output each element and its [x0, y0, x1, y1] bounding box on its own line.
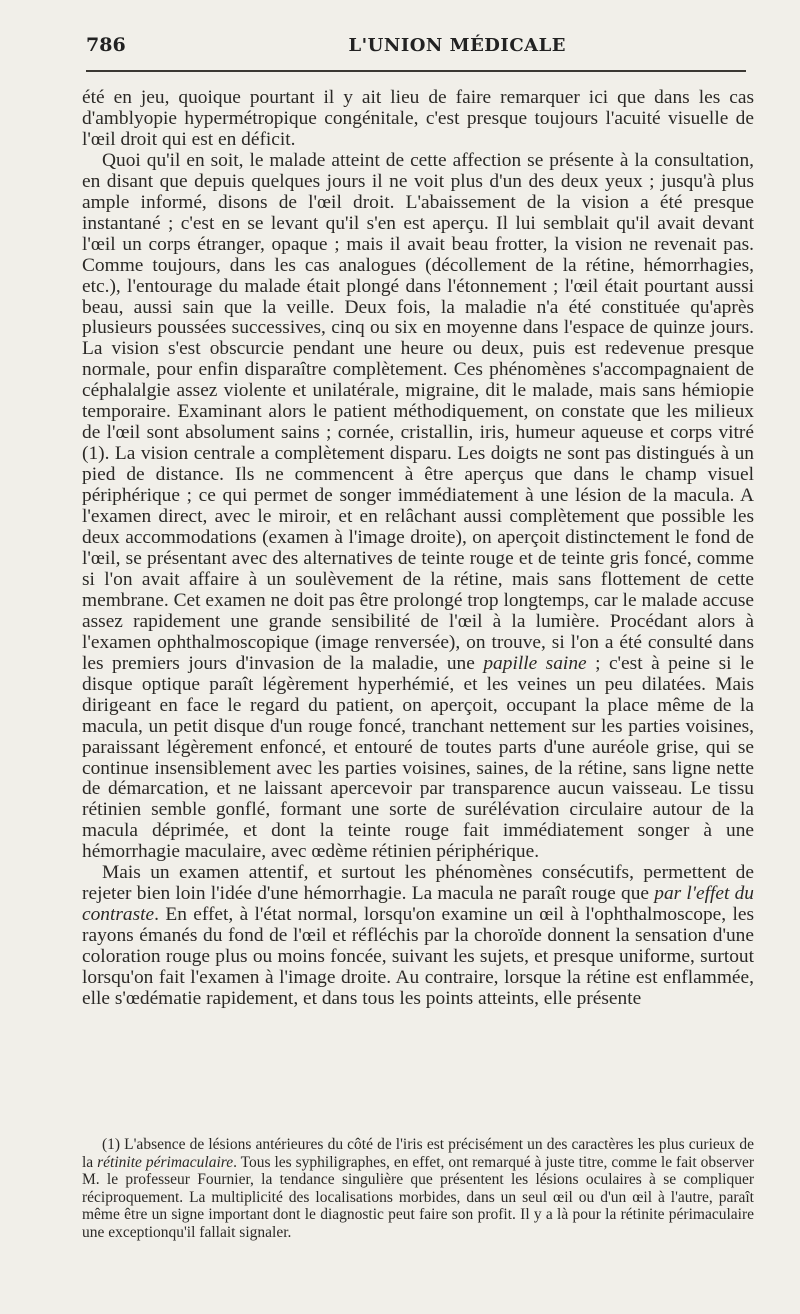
- italic-retinite: rétinite périmaculaire: [97, 1153, 234, 1171]
- footnote-rule: [200, 1124, 520, 1125]
- paragraph-2: Quoi qu'il en soit, le malade atteint de cette affection se présente à la consultation, en disant que depuis quelques jours il ne voit plus d'un des deux yeux ; jusqu'à plus ample informé, disons de l'œil droit. L'abaissement de la vision a été presque instantané ; c'est en se levant qu'il s'en est aperçu. Il lui semblait qu'il avait devant l'œil un corps étranger, opaque ; mais il avait beau frotter, la vision ne revenait pas. Comme toujours, dans les cas analogues (décollement de la rétine, hémorrhagies, etc.), l'entourage du malade était plongé dans l'étonnement ; l'œil était pourtant aussi beau, aussi sain que la veille. Deux fois, la maladie n'a été constituée qu'après plusieurs poussées successives, cinq ou six en moyenne dans l'espace de quinze jours. La vision s'est obscurcie pendant une heure ou deux, puis est redevenue presque normale, pour enfin disparaître complètement. Ces phénomènes s'accompagnaient de céphalalgie assez violente et unilatérale, migraine, dit le malade, mais sans hémiopie temporaire. Examinant alors le patient méthodiquement, on constate que les milieux de l'œil sont absolument sains ; cornée, cristallin, iris, humeur aqueuse et corps vitré (1). La vision centrale a complètement disparu. Les doigts ne sont pas distingués à un pied de distance. Ils ne commencent à être aperçus que dans le champ visuel périphérique ; ce qui permet de songer immédiatement à une lésion de la macula. A l'examen direct, avec le miroir, et en relâchant aussi complètement que possible les deux accommodations (examen à l'image droite), on aperçoit distinctement le fond de l'œil, se présentant avec des alternatives de teinte rouge et de teinte gris foncé, comme si l'on avait affaire à un soulèvement de la rétine, mais sans flottement de cette membrane. Cet examen ne doit pas être prolongé trop longtemps, car le malade accuse assez rapidement une grande sensibilité de l'œil à la lumière. Procédant alors à l'examen ophthalmoscopique (image renversée), on trouve, si l'on a été consulté dans les premiers jours d'invasion de la maladie, une papille saine ; c'est à peine si le disque optique paraît légèrement hyperhémié, et les veines un peu dilatées. Mais dirigeant en face le regard du patient, on aperçoit, occupant la place même de la macula, un petit disque d'un rouge foncé, tranchant nettement sur les parties voisines, paraissant légèrement enfoncé, et entouré de toutes parts d'une auréole grise, qui se continue insensiblement avec les parties voisines, saines, de la rétine, sans ligne nette de démarcation, et ne laissant apercevoir par transparence aucun vaisseau. Le tissu rétinien semble gonflé, formant une sorte de surélévation circulaire autour de la macula déprimée, et dont la teinte rouge fait immédiatement songer à une hémorrhagie maculaire, avec œdème rétinien périphérique.: [82, 149, 755, 863]
- paragraph-1: été en jeu, quoique pourtant il y ait lieu de faire remarquer ici que dans les cas d'amblyopie hypermétropique congénitale, c'est presque toujours l'acuité visuelle de l'œil droit qui est en déficit.: [82, 87, 754, 150]
- header-rule: [86, 70, 746, 72]
- running-title: L'UNION MÉDICALE: [348, 34, 566, 56]
- page-number: 786: [86, 34, 126, 56]
- page-header: [86, 30, 726, 60]
- italic-papille-saine: papille saine: [483, 652, 587, 674]
- italic-contraste: par l'effet du contraste: [82, 883, 754, 926]
- footnote-paragraph: (1) L'absence de lésions antérieures du côté de l'iris est précisément un des caractères les plus curieux de la rétinite périmaculaire. Tous les syphiligraphes, en effet, ont remarqué à juste titre, comme le fait observer M. le professeur Fournier, la tendance singulière que présentent les lésions oculaires à se compliquer réciproquement. La multiplicité des localisations morbides, dans un seul œil ou d'un œil à l'autre, paraît même être un signe important dont le diagnostic peut faire son profit. Il y a là pour la rétinite périmaculaire une exceptionqu'il fallait signaler.: [82, 1136, 755, 1241]
- footnote: [82, 1136, 754, 1242]
- paragraph-3: Mais un examen attentif, et surtout les phénomènes consécutifs, permettent de rejeter bien loin l'idée d'une hémorrhagie. La macula ne paraît rouge que par l'effet du contraste. En effet, à l'état normal, lorsqu'on examine un œil à l'ophthalmoscope, les rayons émanés du fond de l'œil et réfléchis par la choroïde donnent la sensation d'une coloration rouge plus ou moins foncée, suivant les sujets, et presque uniforme, surtout lorsqu'on fait l'examen à l'image droite. Au contraire, lorsque la rétine est enflammée, elle s'œdématie rapidement, et dans tous les points atteints, elle présente: [82, 862, 754, 1009]
- main-text: [82, 88, 754, 1010]
